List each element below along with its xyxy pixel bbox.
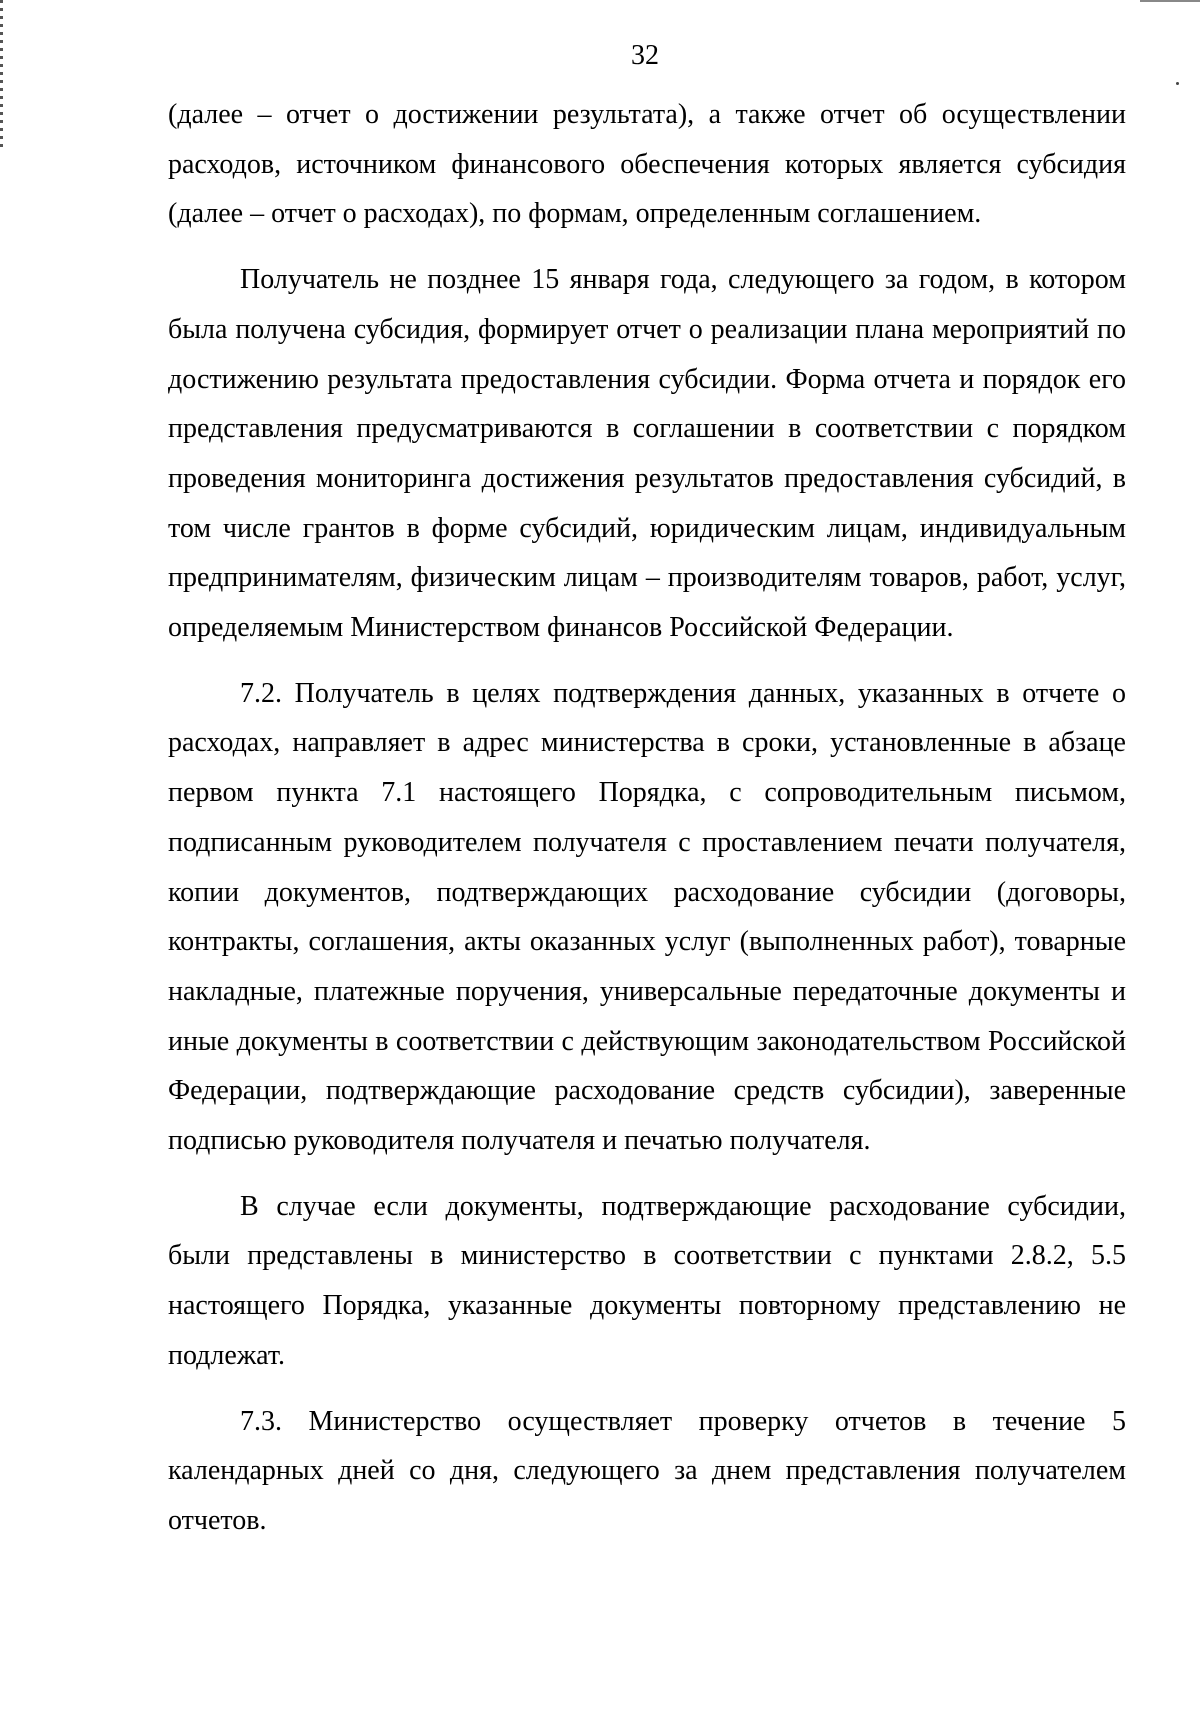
paragraph: (далее – отчет о достижении результата), а также отчет об осуществлении расходов, источником финансового обеспечения которых является субсидия (далее – отчет о расходах), по формам, определенным соглашением. bbox=[168, 99, 1126, 230]
document-body bbox=[168, 90, 1126, 1546]
paragraph: 7.2. Получатель в целях подтверждения данных, указанных в отчете о расходах, направляет в адрес министерства в сроки, установленные в абзаце первом пункта 7.1 настоящего Порядка, с сопроводительным письмом, подписанным руководителем получателя с проставлением печати получателя, копии документов, подтверждающих расходование субсидии (договоры, контракты, соглашения, акты оказанных услуг (выполненных работ), товарные накладные, платежные поручения, универсальные передаточные документы и иные документы в соответствии с действующим законодательством Российской Федерации, подтверждающие расходование средств субсидии), заверенные подписью руководителя получателя и печатью получателя. bbox=[168, 677, 1126, 1157]
scan-edge-mark bbox=[1140, 0, 1200, 2]
page-number: 32 bbox=[631, 40, 659, 71]
scan-speck bbox=[1176, 82, 1179, 85]
paragraph: В случае если документы, подтверждающие расходование субсидии, были представлены в министерство в соответствии с пунктами 2.8.2, 5.5 настоящего Порядка, указанные документы повторному представлению не подлежат. bbox=[168, 1190, 1126, 1371]
paragraph: 7.3. Министерство осуществляет проверку отчетов в течение 5 календарных дней со дня, следующего за днем представления получателем отчетов. bbox=[168, 1405, 1126, 1536]
paragraph: Получатель не позднее 15 января года, следующего за годом, в котором была получена субсидия, формирует отчет о реализации плана мероприятий по достижению результата предоставления субсидии. Форма отчета и порядок его представления предусматриваются в соглашении в соответствии с порядком проведения мониторинга достижения результатов предоставления субсидий, в том числе грантов в форме субсидий, юридическим лицам, индивидуальным предпринимателям, физическим лицам – производителям товаров, работ, услуг, определяемым Министерством финансов Российской Федерации. bbox=[168, 264, 1126, 644]
